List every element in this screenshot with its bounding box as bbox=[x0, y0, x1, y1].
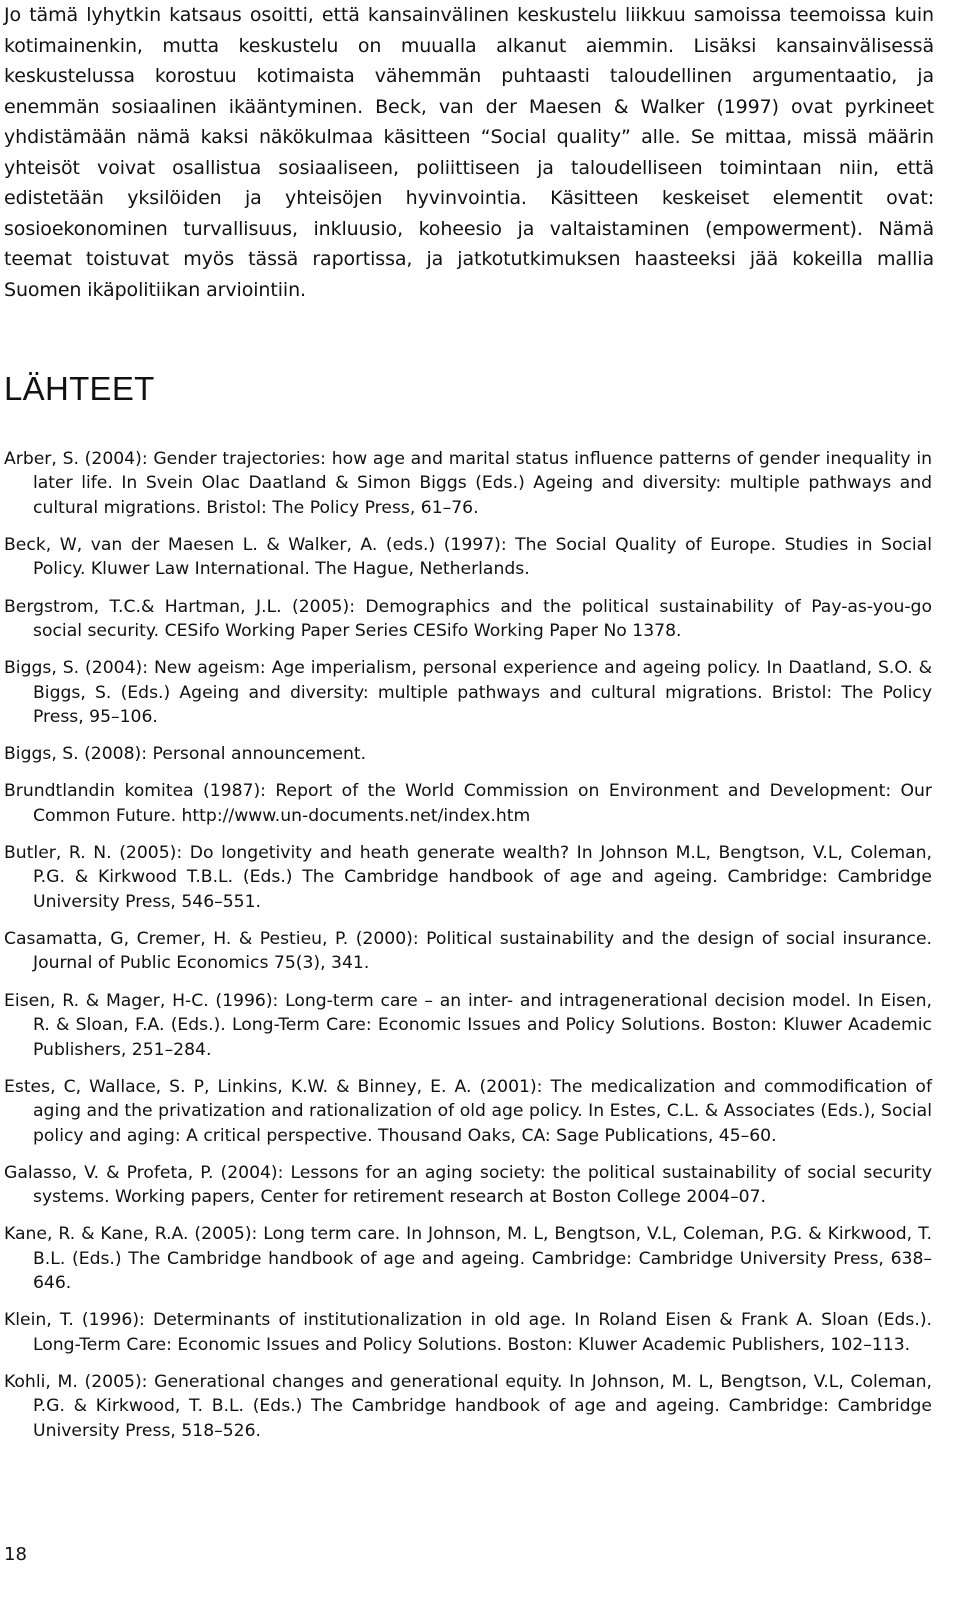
reference-item: Kane, R. & Kane, R.A. (2005): Long term care. In Johnson, M. L, Bengtson, V.L, Coleman, P.G. & Kirkwood, T. B.L. (Eds.) The Cambridge handbook of age and ageing. Cambridge: Cambridge University Press, 638–646. bbox=[4, 1224, 932, 1294]
intro-paragraph: Jo tämä lyhytkin katsaus osoitti, että kansainvälinen keskustelu liikkuu samoissa teemoissa kuin kotimainenkin, mutta keskustelu on muualla alkanut aiemmin. Lisäksi kansainvälisessä keskustelussa korostuu kotimaista vähemmän puhtaasti taloudellinen argumentaatio, ja enemmän sosiaalinen ikääntyminen. Beck, van der Maesen & Walker (1997) ovat pyrkineet yhdistämään nämä kaksi näkökulmaa käsitteen “Social quality” alle. Se mittaa, missä määrin yhteisöt voivat osallistua sosiaaliseen, poliittiseen ja taloudelliseen toimintaan niin, että edistetään yksilöiden ja yhteisöjen hyvinvointia. Käsitteen keskeiset elementit ovat: sosioekonominen turvallisuus, inkluusio, koheesio ja valtaistaminen (empowerment). Nämä teemat toistuvat myös tässä raportissa, ja jatkotutkimuksen haasteeksi jää kokeilla mallia Suomen ikäpolitiikan arviointiin. bbox=[4, 4, 934, 301]
reference-list bbox=[4, 447, 932, 1443]
reference-item: Biggs, S. (2008): Personal announcement. bbox=[4, 744, 367, 765]
intro-section bbox=[4, 0, 934, 305]
reference-item: Galasso, V. & Profeta, P. (2004): Lessons for an aging society: the political sustainability of social security systems. Working papers, Center for retirement research at Boston College 2004–07. bbox=[4, 1162, 932, 1208]
reference-item: Bergstrom, T.C.& Hartman, J.L. (2005): Demographics and the political sustainability of Pay-as-you-go social security. CESifo Working Paper Series CESifo Working Paper No 1378. bbox=[4, 596, 932, 642]
reference-item: Klein, T. (1996): Determinants of institutionalization in old age. In Roland Eisen & Frank A. Sloan (Eds.). Long-Term Care: Economic Issues and Policy Solutions. Boston: Kluwer Academic Publishers, 102–113. bbox=[4, 1310, 932, 1355]
reference-item: Beck, W, van der Maesen L. & Walker, A. (eds.) (1997): The Social Quality of Europe. Studies in Social Policy. Kluwer Law International. The Hague, Netherlands. bbox=[4, 535, 932, 580]
reference-item: Eisen, R. & Mager, H-C. (1996): Long-term care – an inter- and intragenerational decision model. In Eisen, R. & Sloan, F.A. (Eds.). Long-Term Care: Economic Issues and Policy Solutions. Boston: Kluwer Academic Publishers, 251–284. bbox=[4, 990, 932, 1060]
reference-item: Estes, C, Wallace, S. P, Linkins, K.W. & Binney, E. A. (2001): The medicalization and commodification of aging and the privatization and rationalization of old age policy. In Estes, C.L. & Associates (Eds.), Social policy and aging: A critical perspective. Thousand Oaks, CA: Sage Publications, 45–60. bbox=[4, 1076, 932, 1146]
page-number: 18 bbox=[4, 1544, 27, 1565]
reference-item: Casamatta, G, Cremer, H. & Pestieu, P. (2000): Political sustainability and the design of social insurance. Journal of Public Economics 75(3), 341. bbox=[4, 929, 932, 974]
reference-item: Butler, R. N. (2005): Do longetivity and heath generate wealth? In Johnson M.L, Bengtson, V.L, Coleman, P.G. & Kirkwood T.B.L. (Eds.) The Cambridge handbook of age and ageing. Cambridge: Cambridge University Press, 546–551. bbox=[4, 843, 932, 912]
reference-item: Arber, S. (2004): Gender trajectories: how age and marital status influence patterns of gender inequality in later life. In Svein Olac Daatland & Simon Biggs (Eds.) Ageing and diversity: multiple pathways and cultural migrations. Bristol: The Policy Press, 61–76. bbox=[4, 449, 932, 518]
references-heading: LÄHTEET bbox=[4, 370, 155, 407]
reference-item: Brundtlandin komitea (1987): Report of the World Commission on Environment and Development: Our Common Future. http://www.un-documents.net/index.htm bbox=[4, 781, 932, 826]
reference-item: Kohli, M. (2005): Generational changes and generational equity. In Johnson, M. L, Bengtson, V.L, Coleman, P.G. & Kirkwood, T. B.L. (Eds.) The Cambridge handbook of age and ageing. Cambridge: Cambridge University Press, 518–526. bbox=[4, 1371, 932, 1441]
reference-item: Biggs, S. (2004): New ageism: Age imperialism, personal experience and ageing policy. In Daatland, S.O. & Biggs, S. (Eds.) Ageing and diversity: multiple pathways and cultural migrations. Bristol: The Policy Press, 95–106. bbox=[4, 658, 932, 728]
